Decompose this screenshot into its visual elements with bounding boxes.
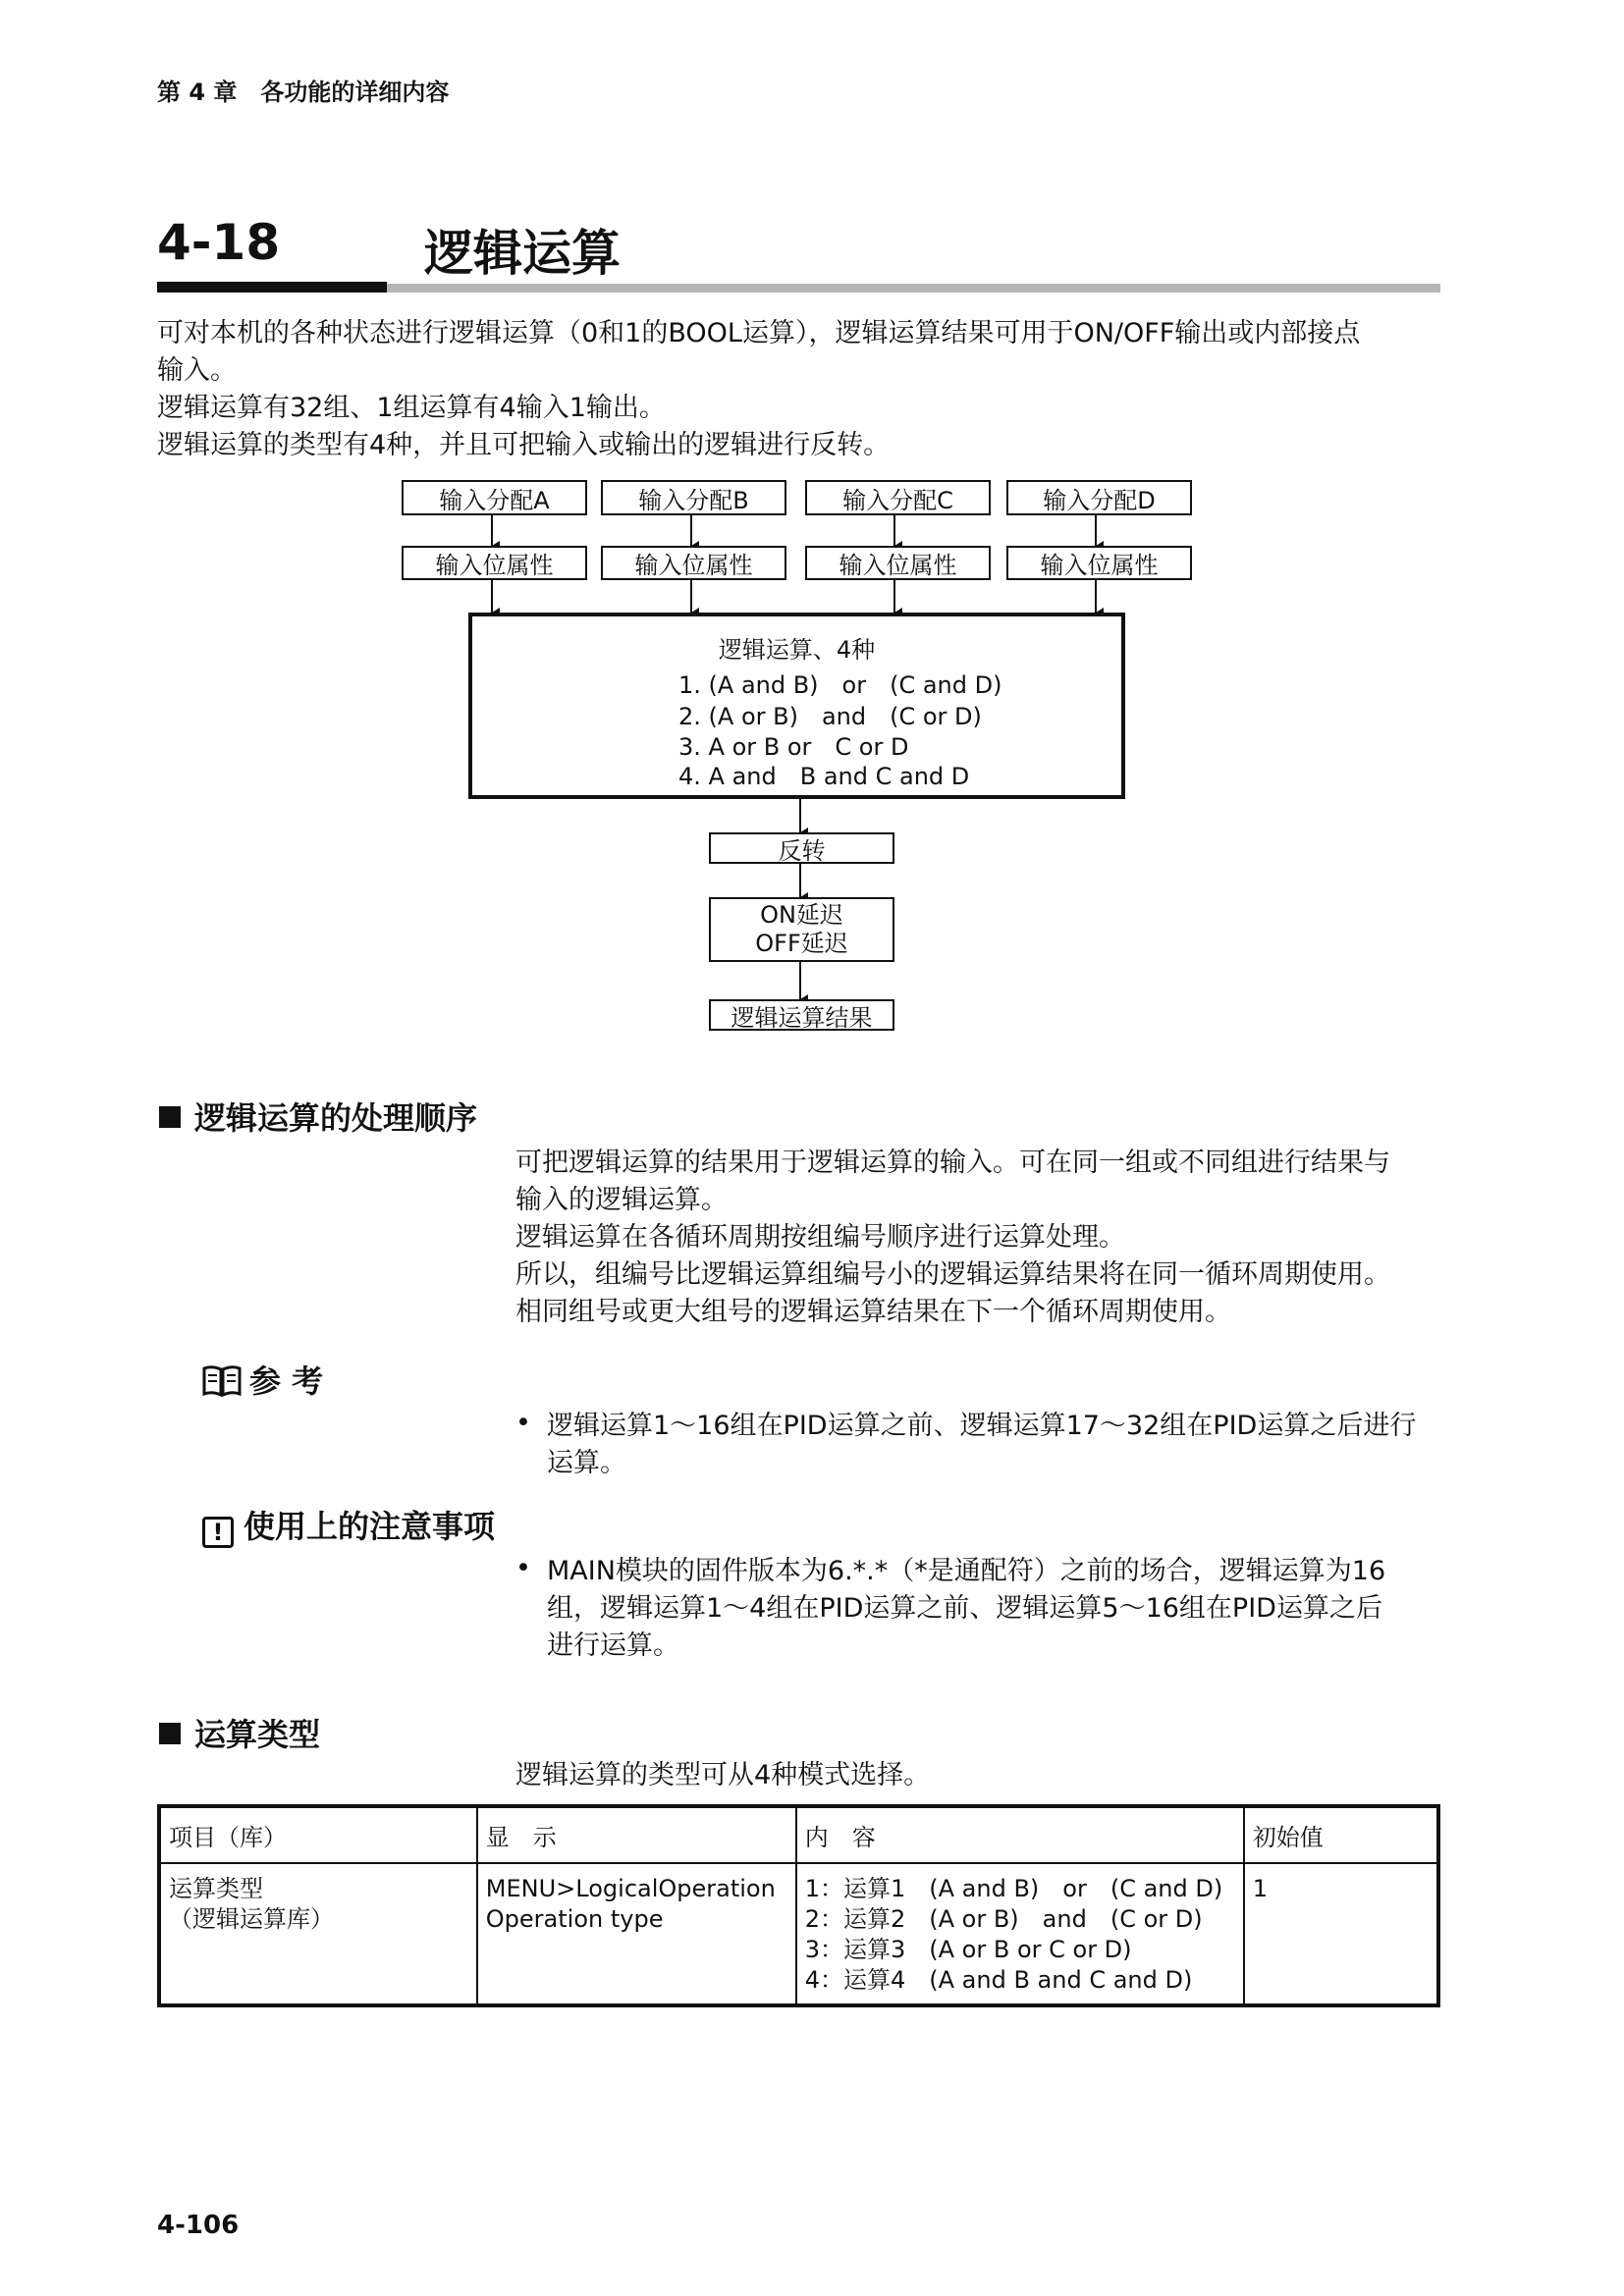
reference-heading: 参 考 bbox=[202, 1357, 323, 1402]
col-header-item: 项目（库） bbox=[159, 1806, 477, 1863]
book-icon bbox=[202, 1364, 242, 1398]
order-line: 相同组号或更大组号的逻辑运算结果在下一个循环周期使用。 bbox=[515, 1297, 1231, 1327]
input-assign-a: 输入分配A bbox=[402, 480, 587, 515]
logic-type-3: 3. A or B or C or D bbox=[678, 733, 909, 761]
intro-line: 可对本机的各种状态进行逻辑运算（0和1的BOOL运算），逻辑运算结果可用于ON/OFF输出或内部接点 bbox=[157, 318, 1361, 348]
table-row bbox=[159, 1863, 1438, 2005]
reference-text bbox=[547, 1408, 1460, 1482]
on-delay-label: ON延迟 bbox=[760, 901, 843, 929]
cell-item: 运算类型 （逻辑运算库） bbox=[159, 1863, 477, 2005]
caution-line: 组，逻辑运算1～4组在PID运算之前、逻辑运算5～16组在PID运算之后 bbox=[547, 1593, 1382, 1624]
bullet-dot-icon: • bbox=[515, 1408, 531, 1438]
square-bullet-icon bbox=[159, 1723, 181, 1744]
col-header-display: 显 示 bbox=[477, 1806, 796, 1863]
caution-heading: ! 使用上的注意事项 bbox=[202, 1502, 495, 1548]
table-header-row bbox=[159, 1806, 1438, 1863]
result-box: 逻辑运算结果 bbox=[709, 999, 894, 1031]
logic-type-4: 4. A and B and C and D bbox=[678, 763, 970, 790]
exclamation-icon: ! bbox=[202, 1517, 234, 1548]
logic-type-2: 2. (A or B) and (C or D) bbox=[678, 703, 982, 730]
caution-line: 进行运算。 bbox=[547, 1630, 679, 1661]
optype-intro: 逻辑运算的类型可从4种模式选择。 bbox=[515, 1760, 931, 1790]
order-heading: 逻辑运算的处理顺序 bbox=[159, 1094, 477, 1139]
square-bullet-icon bbox=[159, 1106, 181, 1128]
section-title: 逻辑运算 bbox=[424, 225, 621, 282]
optype-table bbox=[157, 1804, 1440, 2007]
input-bit-attr-b: 输入位属性 bbox=[601, 546, 786, 580]
logic-operation-box bbox=[468, 613, 1125, 799]
cell-content: 1：运算1 (A and B) or (C and D) 2：运算2 (A or B) and (C or D) 3：运算3 (A or B or C or D) 4：运算4 (A and B and C and D) bbox=[796, 1863, 1244, 2005]
order-text bbox=[515, 1145, 1448, 1331]
logic-type-1: 1. (A and B) or (C and D) bbox=[678, 671, 1002, 699]
reference-line: 运算。 bbox=[547, 1448, 626, 1478]
caution-text bbox=[547, 1553, 1460, 1665]
input-assign-c: 输入分配C bbox=[805, 480, 991, 515]
reference-line: 逻辑运算1～16组在PID运算之前、逻辑运算17～32组在PID运算之后进行 bbox=[547, 1411, 1417, 1441]
chapter-header: 第 4 章 各功能的详细内容 bbox=[157, 79, 450, 106]
cell-display: MENU>LogicalOperation Operation type bbox=[477, 1863, 796, 2005]
cell-initial: 1 bbox=[1244, 1863, 1438, 2005]
invert-box: 反转 bbox=[709, 832, 894, 864]
input-assign-b: 输入分配B bbox=[601, 480, 786, 515]
order-line: 可把逻辑运算的结果用于逻辑运算的输入。可在同一组或不同组进行结果与 bbox=[515, 1148, 1390, 1178]
diagram-connectors bbox=[0, 0, 1624, 1041]
intro-line: 输入。 bbox=[157, 355, 237, 386]
order-line: 所以，组编号比逻辑运算组编号小的逻辑运算结果将在同一循环周期使用。 bbox=[515, 1259, 1390, 1290]
input-bit-attr-c: 输入位属性 bbox=[805, 546, 991, 580]
logic-box-title: 逻辑运算、4种 bbox=[718, 636, 876, 664]
delay-box bbox=[709, 897, 894, 962]
off-delay-label: OFF延迟 bbox=[755, 930, 848, 957]
col-header-initial: 初始值 bbox=[1244, 1806, 1438, 1863]
caution-line: MAIN模块的固件版本为6.*.*（*是通配符）之前的场合，逻辑运算为16 bbox=[547, 1556, 1386, 1586]
intro-line: 逻辑运算有32组、1组运算有4输入1输出。 bbox=[157, 393, 666, 423]
input-bit-attr-d: 输入位属性 bbox=[1006, 546, 1192, 580]
section-number: 4-18 bbox=[157, 214, 281, 271]
input-assign-d: 输入分配D bbox=[1006, 480, 1192, 515]
bullet-dot-icon: • bbox=[515, 1553, 531, 1583]
col-header-content: 内 容 bbox=[796, 1806, 1244, 1863]
order-line: 逻辑运算在各循环周期按组编号顺序进行运算处理。 bbox=[515, 1222, 1125, 1253]
page-number: 4-106 bbox=[157, 2211, 240, 2240]
intro-line: 逻辑运算的类型有4种，并且可把输入或输出的逻辑进行反转。 bbox=[157, 430, 891, 460]
order-line: 输入的逻辑运算。 bbox=[515, 1185, 728, 1215]
optype-heading: 运算类型 bbox=[159, 1710, 320, 1755]
input-bit-attr-a: 输入位属性 bbox=[402, 546, 587, 580]
